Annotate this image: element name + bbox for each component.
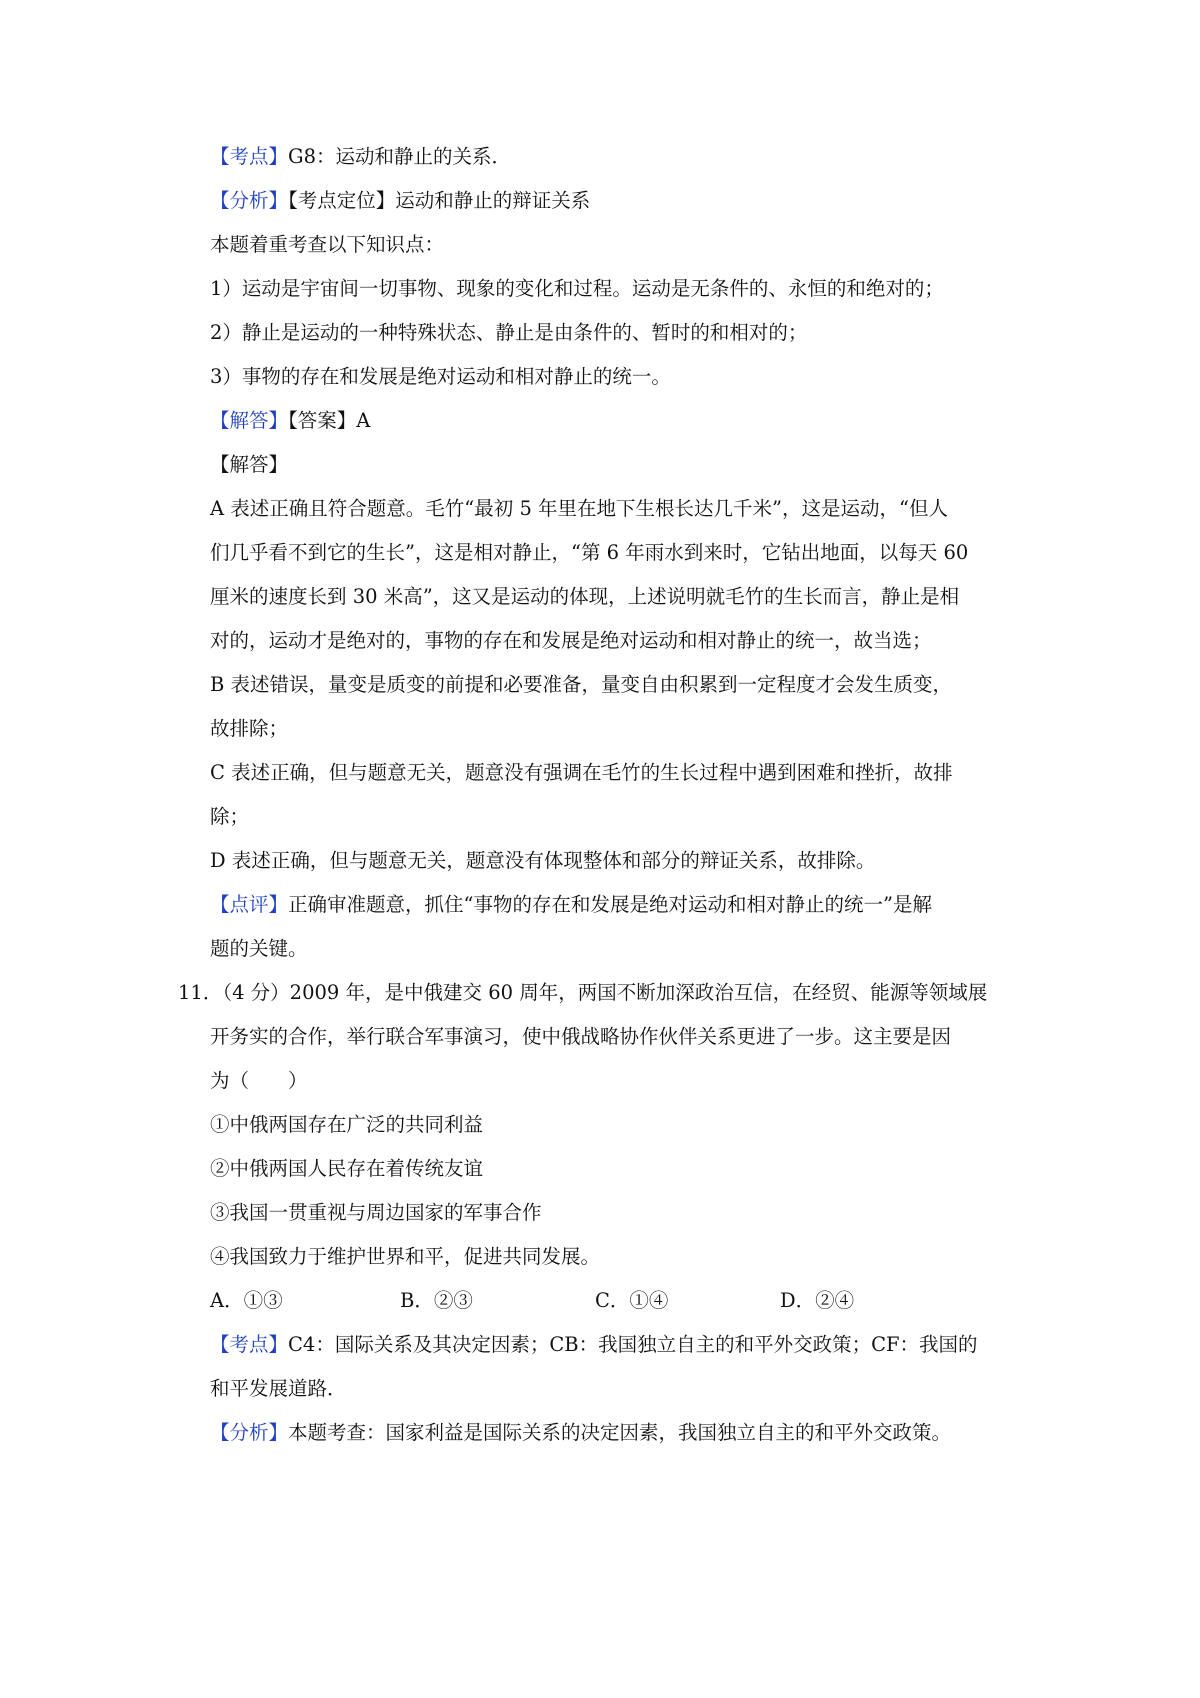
intro-text: 本题着重考查以下知识点：: [210, 233, 445, 256]
option-a-explanation-line: 对的，运动才是绝对的，事物的存在和发展是绝对运动和相对静止的统一，故当选；: [210, 629, 932, 652]
kaodian-line: [210, 144, 1030, 170]
option-b-explanation-line: B 表述错误，量变是质变的前提和必要准备，量变自由积累到一定程度才会发生质变，: [210, 673, 953, 696]
statement-3: ③我国一贯重视与周边国家的军事合作: [210, 1201, 542, 1224]
kaodian-text: G8：运动和静止的关系．: [288, 145, 511, 168]
knowledge-point-2: 2）静止是运动的一种特殊状态、静止是由条件的、暂时的和相对的；: [210, 321, 808, 344]
knowledge-point-3: 3）事物的存在和发展是绝对运动和相对静止的统一。: [210, 365, 671, 388]
option-a-explanation-line: 们几乎看不到它的生长”，这是相对静止，“第 6 年雨水到来时，它钻出地面，以每天 60: [210, 541, 969, 564]
option-d-explanation-line: D 表述正确，但与题意无关，题意没有体现整体和部分的辩证关系，故排除。: [210, 849, 876, 872]
option-c-explanation-line: C 表述正确，但与题意无关，题意没有强调在毛竹的生长过程中遇到困难和挫折，故排: [210, 761, 953, 784]
option-a: A．①③: [210, 1289, 283, 1312]
option-a-explanation-line: A 表述正确且符合题意。毛竹“最初 5 年里在地下生根长达几千米”，这是运动，“但人: [210, 497, 948, 520]
statement-2: ②中俄两国人民存在着传统友谊: [210, 1157, 484, 1180]
fenxi-tag: 【分析】: [210, 1421, 289, 1444]
statement-1: ①中俄两国存在广泛的共同利益: [210, 1113, 484, 1136]
dianping-line: [210, 892, 1030, 918]
question-11-stem-line: 为（ ）: [210, 1069, 308, 1092]
answer-options: [210, 1288, 1030, 1314]
q11-kaodian-line: [210, 1332, 1030, 1358]
fenxi-tag: 【分析】: [210, 189, 289, 212]
option-b: B．②③: [400, 1289, 473, 1312]
fenxi-text: 【考点定位】运动和静止的辩证关系: [288, 189, 591, 212]
option-d: D．②④: [780, 1289, 855, 1312]
fenxi-line: [210, 188, 1030, 214]
jieda-line: [210, 408, 1030, 434]
statement-4: ④我国致力于维护世界和平，促进共同发展。: [210, 1245, 601, 1268]
q11-fenxi-line: [210, 1420, 1030, 1446]
jieda-label: 【解答】: [210, 453, 289, 476]
q11-kaodian-continuation: 和平发展道路．: [210, 1377, 347, 1400]
option-a-explanation-line: 厘米的速度长到 30 米高”，这又是运动的体现，上述说明就毛竹的生长而言，静止是相: [210, 585, 960, 608]
fenxi-text: 本题考查：国家利益是国际关系的决定因素，我国独立自主的和平外交政策。: [288, 1421, 952, 1444]
kaodian-text: C4：国际关系及其决定因素；CB：我国独立自主的和平外交政策；CF：我国的: [288, 1333, 978, 1356]
question-11-stem-line: 开务实的合作，举行联合军事演习，使中俄战略协作伙伴关系更进了一步。这主要是因: [210, 1025, 952, 1048]
answer-text: 【答案】A: [288, 409, 371, 432]
option-c: C．①④: [595, 1289, 669, 1312]
knowledge-point-1: 1）运动是宇宙间一切事物、现象的变化和过程。运动是无条件的、永恒的和绝对的；: [210, 277, 944, 300]
kaodian-tag: 【考点】: [210, 1333, 289, 1356]
dianping-continuation: 题的关键。: [210, 937, 308, 960]
kaodian-tag: 【考点】: [210, 145, 289, 168]
question-11-stem-line: 11．（4 分）2009 年，是中俄建交 60 周年，两国不断加深政治互信，在经贸、能源等领域展: [178, 981, 988, 1004]
option-b-explanation-line: 故排除；: [210, 717, 289, 740]
option-c-explanation-line: 除；: [210, 805, 250, 828]
jieda-tag: 【解答】: [210, 409, 289, 432]
dianping-text: 正确审准题意，抓住“事物的存在和发展是绝对运动和相对静止的统一”是解: [288, 893, 932, 916]
dianping-tag: 【点评】: [210, 893, 289, 916]
